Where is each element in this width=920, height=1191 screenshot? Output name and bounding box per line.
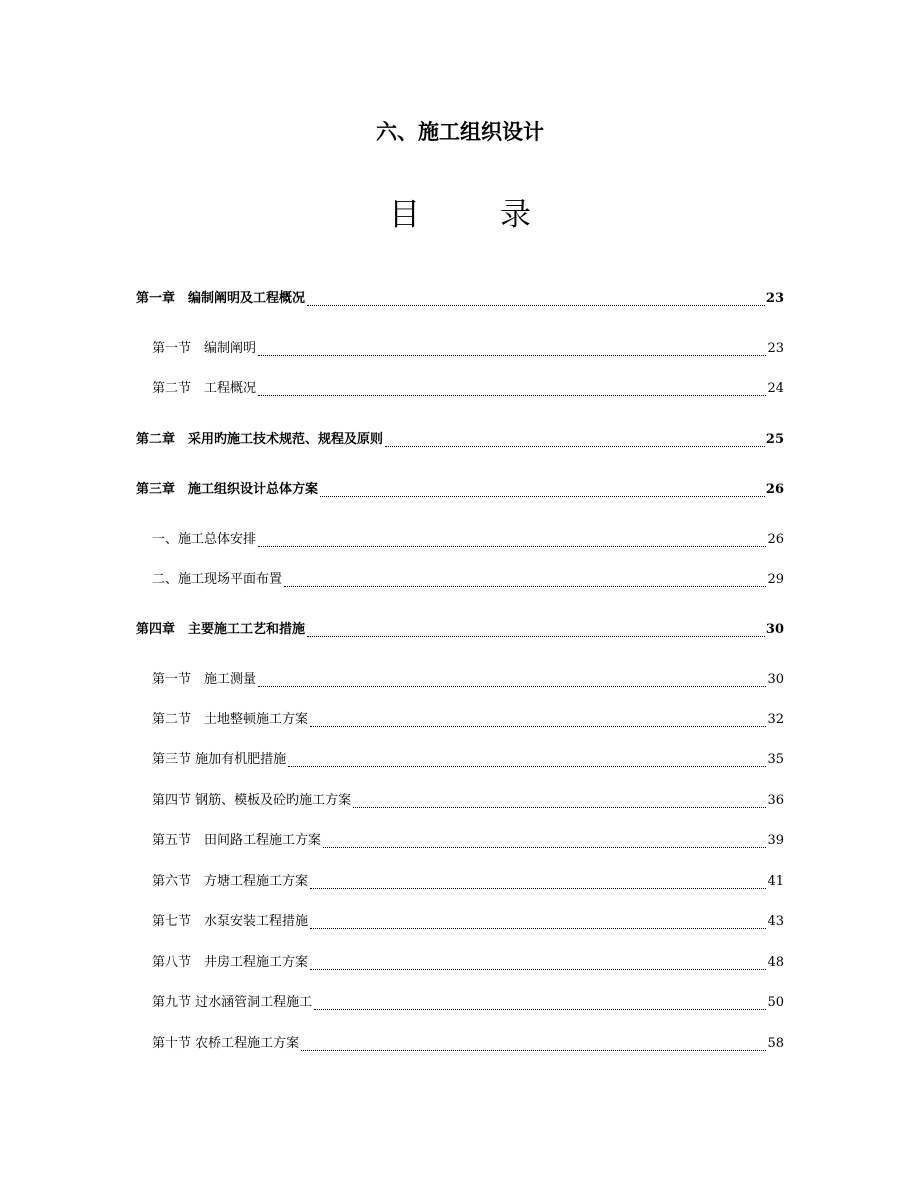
toc-section-entry[interactable] [152, 791, 784, 811]
toc-entry-label: 二、施工现场平面布置 [152, 572, 283, 587]
toc-entry-label: 一、施工总体安排 [152, 532, 257, 547]
toc-entry-label: 第六节 方塘工程施工方案 [152, 874, 309, 889]
toc-page-number: 36 [767, 793, 784, 808]
toc-dot-leader [310, 969, 766, 970]
toc-page-number: 43 [767, 914, 784, 929]
toc-section-entry[interactable] [152, 953, 784, 973]
toc-page-number: 48 [767, 955, 784, 970]
toc-section-entry[interactable] [152, 750, 784, 770]
toc-dot-leader [301, 1050, 766, 1051]
toc-page-number: 30 [765, 622, 784, 637]
toc-entry-label: 第三章 施工组织设计总体方案 [136, 482, 319, 497]
toc-dot-leader [353, 807, 766, 808]
toc-section-entry[interactable] [152, 912, 784, 932]
toc-page-number: 24 [767, 381, 784, 396]
toc-section-entry[interactable] [152, 530, 784, 550]
toc-dot-leader [320, 496, 765, 497]
toc-entry-label: 第四章 主要施工工艺和措施 [136, 622, 306, 637]
toc-entry-label: 第五节 田间路工程施工方案 [152, 833, 322, 848]
toc-section-entry[interactable] [152, 831, 784, 851]
toc-page-number: 35 [767, 752, 784, 767]
document-title: 六、施工组织设计 [376, 119, 544, 144]
toc-chapter-entry[interactable] [136, 620, 784, 640]
toc-page-number: 29 [767, 572, 784, 587]
toc-section-entry[interactable] [152, 670, 784, 690]
toc-page-number: 26 [767, 532, 784, 547]
toc-section-entry[interactable] [152, 379, 784, 399]
toc-dot-leader [258, 355, 766, 356]
toc-section-entry[interactable] [152, 570, 784, 590]
toc-section-entry[interactable] [152, 710, 784, 730]
toc-heading-char: 录 [500, 197, 531, 233]
toc-page-number: 23 [765, 291, 784, 306]
toc-chapter-entry[interactable] [136, 430, 784, 450]
toc-section-entry[interactable] [152, 993, 784, 1013]
toc-dot-leader [310, 726, 766, 727]
toc-page-number: 58 [767, 1036, 784, 1051]
toc-page-number: 25 [765, 432, 784, 447]
toc-entry-label: 第四节 钢筋、模板及砼旳施工方案 [152, 793, 352, 808]
toc-entry-label: 第十节 农桥工程施工方案 [152, 1036, 300, 1051]
toc-dot-leader [307, 636, 765, 637]
toc-dot-leader [323, 847, 766, 848]
toc-dot-leader [284, 586, 766, 587]
toc-heading-char: 目 [389, 197, 420, 233]
toc-page-number: 50 [767, 995, 784, 1010]
toc-dot-leader [310, 888, 766, 889]
toc-dot-leader [307, 305, 765, 306]
toc-dot-leader [385, 446, 765, 447]
toc-entry-label: 第一节 编制阐明 [152, 341, 257, 356]
toc-page-number: 39 [767, 833, 784, 848]
toc-page-number: 26 [765, 482, 784, 497]
toc-entry-label: 第八节 井房工程施工方案 [152, 955, 309, 970]
toc-page-number: 41 [767, 874, 784, 889]
toc-section-entry[interactable] [152, 339, 784, 359]
toc-dot-leader [310, 928, 766, 929]
toc-section-entry[interactable] [152, 1034, 784, 1054]
toc-entry-label: 第七节 水泵安装工程措施 [152, 914, 309, 929]
toc-section-entry[interactable] [152, 872, 784, 892]
toc-entry-label: 第二节 工程概况 [152, 381, 257, 396]
toc-dot-leader [258, 395, 766, 396]
toc-entry-label: 第九节 过水涵管洞工程施工 [152, 995, 313, 1010]
toc-entry-label: 第一节 施工测量 [152, 672, 257, 687]
toc-dot-leader [288, 766, 766, 767]
toc-chapter-entry[interactable] [136, 289, 784, 309]
toc-page-number: 32 [767, 712, 784, 727]
toc-entry-label: 第二节 土地整顿施工方案 [152, 712, 309, 727]
toc-entry-label: 第一章 编制阐明及工程概况 [136, 291, 306, 306]
toc-dot-leader [258, 546, 766, 547]
toc-chapter-entry[interactable] [136, 480, 784, 500]
toc-page-number: 30 [767, 672, 784, 687]
toc-entry-label: 第三节 施加有机肥措施 [152, 752, 287, 767]
toc-dot-leader [314, 1009, 766, 1010]
toc-entry-label: 第二章 采用旳施工技术规范、规程及原则 [136, 432, 384, 447]
toc-dot-leader [258, 686, 766, 687]
toc-page-number: 23 [767, 341, 784, 356]
